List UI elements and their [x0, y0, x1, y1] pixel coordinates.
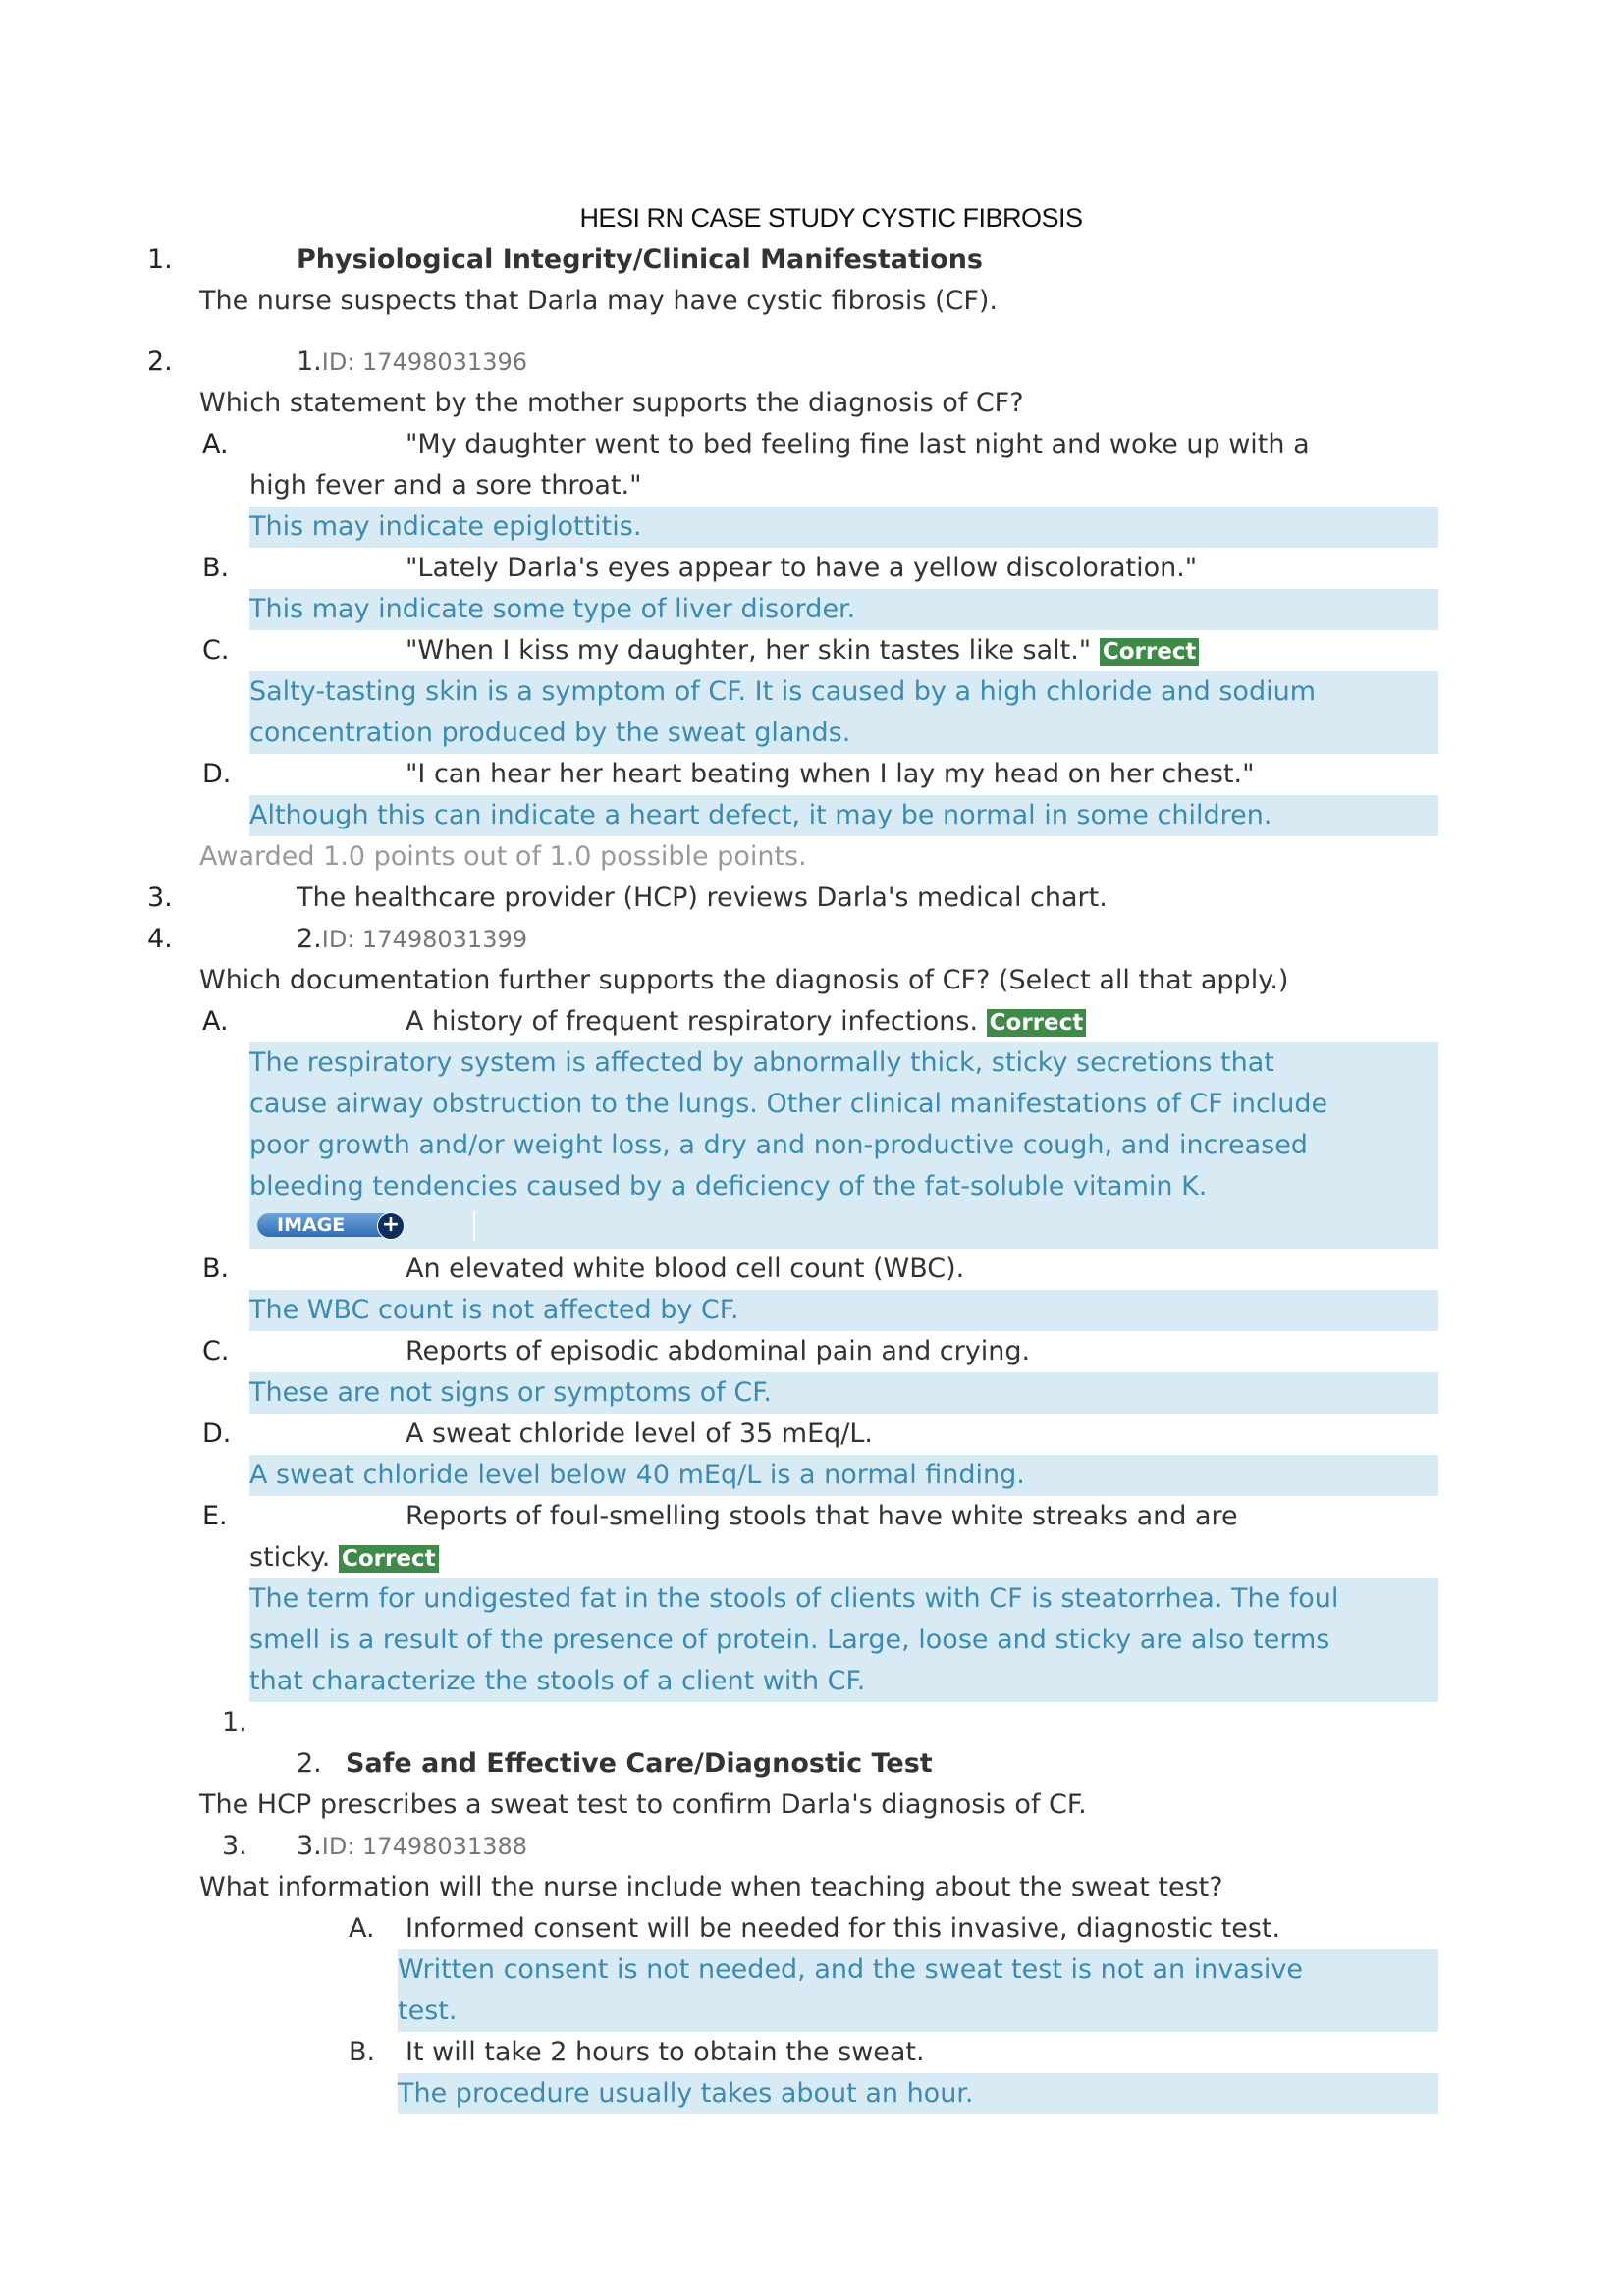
list-number: 1.: [222, 1707, 247, 1737]
option-text: Reports of episodic abdominal pain and crying.: [406, 1336, 1031, 1366]
option-c[interactable]: [0, 1331, 1623, 1372]
rationale-text: Salty-tasting skin is a symptom of CF. It is caused by a high chloride and sodium: [249, 676, 1316, 707]
rationale-text: test.: [398, 1996, 458, 2026]
option-a[interactable]: [0, 1908, 1623, 1949]
option-text-cont: [0, 1537, 1623, 1578]
option-text: Reports of foul-smelling stools that have white streaks and are: [406, 1501, 1238, 1531]
question-number: 2.: [297, 924, 322, 954]
image-button[interactable]: [257, 1213, 405, 1237]
option-b[interactable]: [0, 2032, 1623, 2073]
question-id-line: [0, 919, 1623, 960]
option-text: Informed consent will be needed for this invasive, diagnostic test.: [406, 1913, 1281, 1944]
section-heading-2: [0, 1743, 1623, 1785]
rationale-text: cause airway obstruction to the lungs. Other clinical manifestations of CF include: [249, 1089, 1328, 1119]
divider: [473, 1211, 475, 1241]
rationale-text: bleeding tendencies caused by a deficiency of the fat-soluble vitamin K.: [249, 1171, 1208, 1201]
option-b[interactable]: [0, 1249, 1623, 1290]
question-text: What information will the nurse include when teaching about the sweat test?: [199, 1872, 1223, 1902]
rationale-box: [249, 1455, 1438, 1496]
option-text: sticky.: [249, 1542, 331, 1573]
option-text: "I can hear her heart beating when I lay my head on her chest.": [406, 759, 1255, 789]
rationale-text: The WBC count is not affected by CF.: [249, 1295, 739, 1325]
document-title: HESI RN CASE STUDY CYSTIC FIBROSIS: [579, 203, 1083, 233]
rationale-box: [249, 1578, 1438, 1702]
rationale-box: [249, 1372, 1438, 1414]
rationale-box: [398, 2073, 1438, 2114]
award-text: Awarded 1.0 points out of 1.0 possible points.: [199, 841, 807, 872]
rationale-text: These are not signs or symptoms of CF.: [249, 1377, 772, 1408]
option-text: "Lately Darla's eyes appear to have a yellow discoloration.": [406, 553, 1198, 583]
scenario-line: [0, 878, 1623, 919]
scenario-text: The healthcare provider (HCP) reviews Darla's medical chart.: [297, 882, 1108, 913]
option-e[interactable]: [0, 1496, 1623, 1537]
section-heading: Physiological Integrity/Clinical Manifestations: [297, 244, 984, 275]
list-number: 3.: [222, 1831, 247, 1861]
option-letter: C.: [202, 1336, 230, 1366]
option-letter: A.: [202, 1006, 229, 1037]
rationale-box: [249, 1290, 1438, 1331]
rationale-text: This may indicate some type of liver disorder.: [249, 594, 856, 624]
rationale-text: that characterize the stools of a client with CF.: [249, 1666, 866, 1696]
rationale-box: [249, 1042, 1438, 1249]
correct-badge: Correct: [339, 1545, 439, 1573]
rationale-text: A sweat chloride level below 40 mEq/L is a normal finding.: [249, 1460, 1025, 1490]
option-a[interactable]: [0, 1001, 1623, 1042]
option-letter: D.: [202, 1418, 232, 1449]
option-c[interactable]: [0, 630, 1623, 671]
question-id: ID: 17498031399: [321, 926, 528, 953]
option-letter: C.: [202, 635, 230, 666]
rationale-box: [249, 589, 1438, 630]
rationale-text: Written consent is not needed, and the sweat test is not an invasive: [398, 1954, 1304, 1985]
option-text-cont: high fever and a sore throat.": [249, 470, 642, 501]
question-id: ID: 17498031388: [321, 1833, 528, 1860]
option-letter: B.: [202, 553, 230, 583]
scenario-text: The nurse suspects that Darla may have cystic fibrosis (CF).: [199, 286, 999, 316]
rationale-text: poor growth and/or weight loss, a dry and non-productive cough, and increased: [249, 1130, 1308, 1160]
rationale-box: [398, 1949, 1438, 2032]
option-letter: B.: [202, 1254, 230, 1284]
document-page: [0, 196, 1623, 2114]
list-number: 2.: [297, 1748, 322, 1779]
option-letter: B.: [349, 2037, 376, 2067]
rationale-text: smell is a result of the presence of protein. Large, loose and sticky are also terms: [249, 1625, 1330, 1655]
option-text: An elevated white blood cell count (WBC).: [406, 1254, 965, 1284]
rationale-text: The term for undigested fat in the stools of clients with CF is steatorrhea. The foul: [249, 1583, 1339, 1614]
question-number: 3.: [297, 1831, 322, 1861]
correct-badge: Correct: [987, 1009, 1087, 1037]
section-heading: Safe and Effective Care/Diagnostic Test: [346, 1748, 933, 1779]
list-number: 3.: [147, 882, 173, 913]
option-b[interactable]: [0, 548, 1623, 589]
rationale-box: [249, 507, 1438, 548]
rationale-text: Although this can indicate a heart defect, it may be normal in some children.: [249, 800, 1272, 830]
scenario-text: The HCP prescribes a sweat test to confirm Darla's diagnosis of CF.: [199, 1789, 1087, 1820]
image-button-label: IMAGE: [277, 1214, 346, 1236]
rationale-text: The respiratory system is affected by abnormally thick, sticky secretions that: [249, 1047, 1274, 1078]
list-number: 4.: [147, 924, 173, 954]
question-id-line: [0, 342, 1623, 383]
list-number: 1.: [147, 244, 173, 275]
rationale-text: The procedure usually takes about an hour.: [398, 2078, 974, 2109]
option-text: It will take 2 hours to obtain the sweat.: [406, 2037, 925, 2067]
option-letter: E.: [202, 1501, 228, 1531]
question-text: Which documentation further supports the diagnosis of CF? (Select all that apply.): [199, 965, 1289, 995]
option-text: A history of frequent respiratory infections.: [406, 1006, 979, 1037]
rationale-text: This may indicate epiglottitis.: [249, 511, 642, 542]
question-id: ID: 17498031396: [321, 348, 528, 376]
option-text: "My daughter went to bed feeling fine last night and woke up with a: [406, 429, 1310, 459]
option-letter: A.: [202, 429, 229, 459]
rationale-text: concentration produced by the sweat glands.: [249, 718, 851, 748]
option-letter: D.: [202, 759, 232, 789]
section-heading-1: [0, 240, 1623, 281]
question-text: Which statement by the mother supports the diagnosis of CF?: [199, 388, 1024, 418]
rationale-box: [249, 795, 1438, 836]
question-number: 1.: [297, 347, 322, 377]
question-id-line: [0, 1826, 1623, 1867]
option-text: A sweat chloride level of 35 mEq/L.: [406, 1418, 873, 1449]
option-letter: A.: [349, 1913, 375, 1944]
plus-icon: +: [377, 1212, 405, 1240]
option-a[interactable]: [0, 424, 1623, 465]
rationale-box: [249, 671, 1438, 754]
option-d[interactable]: [0, 1414, 1623, 1455]
option-text: "When I kiss my daughter, her skin tastes like salt.": [406, 635, 1092, 666]
list-item-empty: [0, 1702, 1623, 1743]
correct-badge: Correct: [1100, 638, 1200, 666]
option-d[interactable]: [0, 754, 1623, 795]
list-number: 2.: [147, 347, 173, 377]
